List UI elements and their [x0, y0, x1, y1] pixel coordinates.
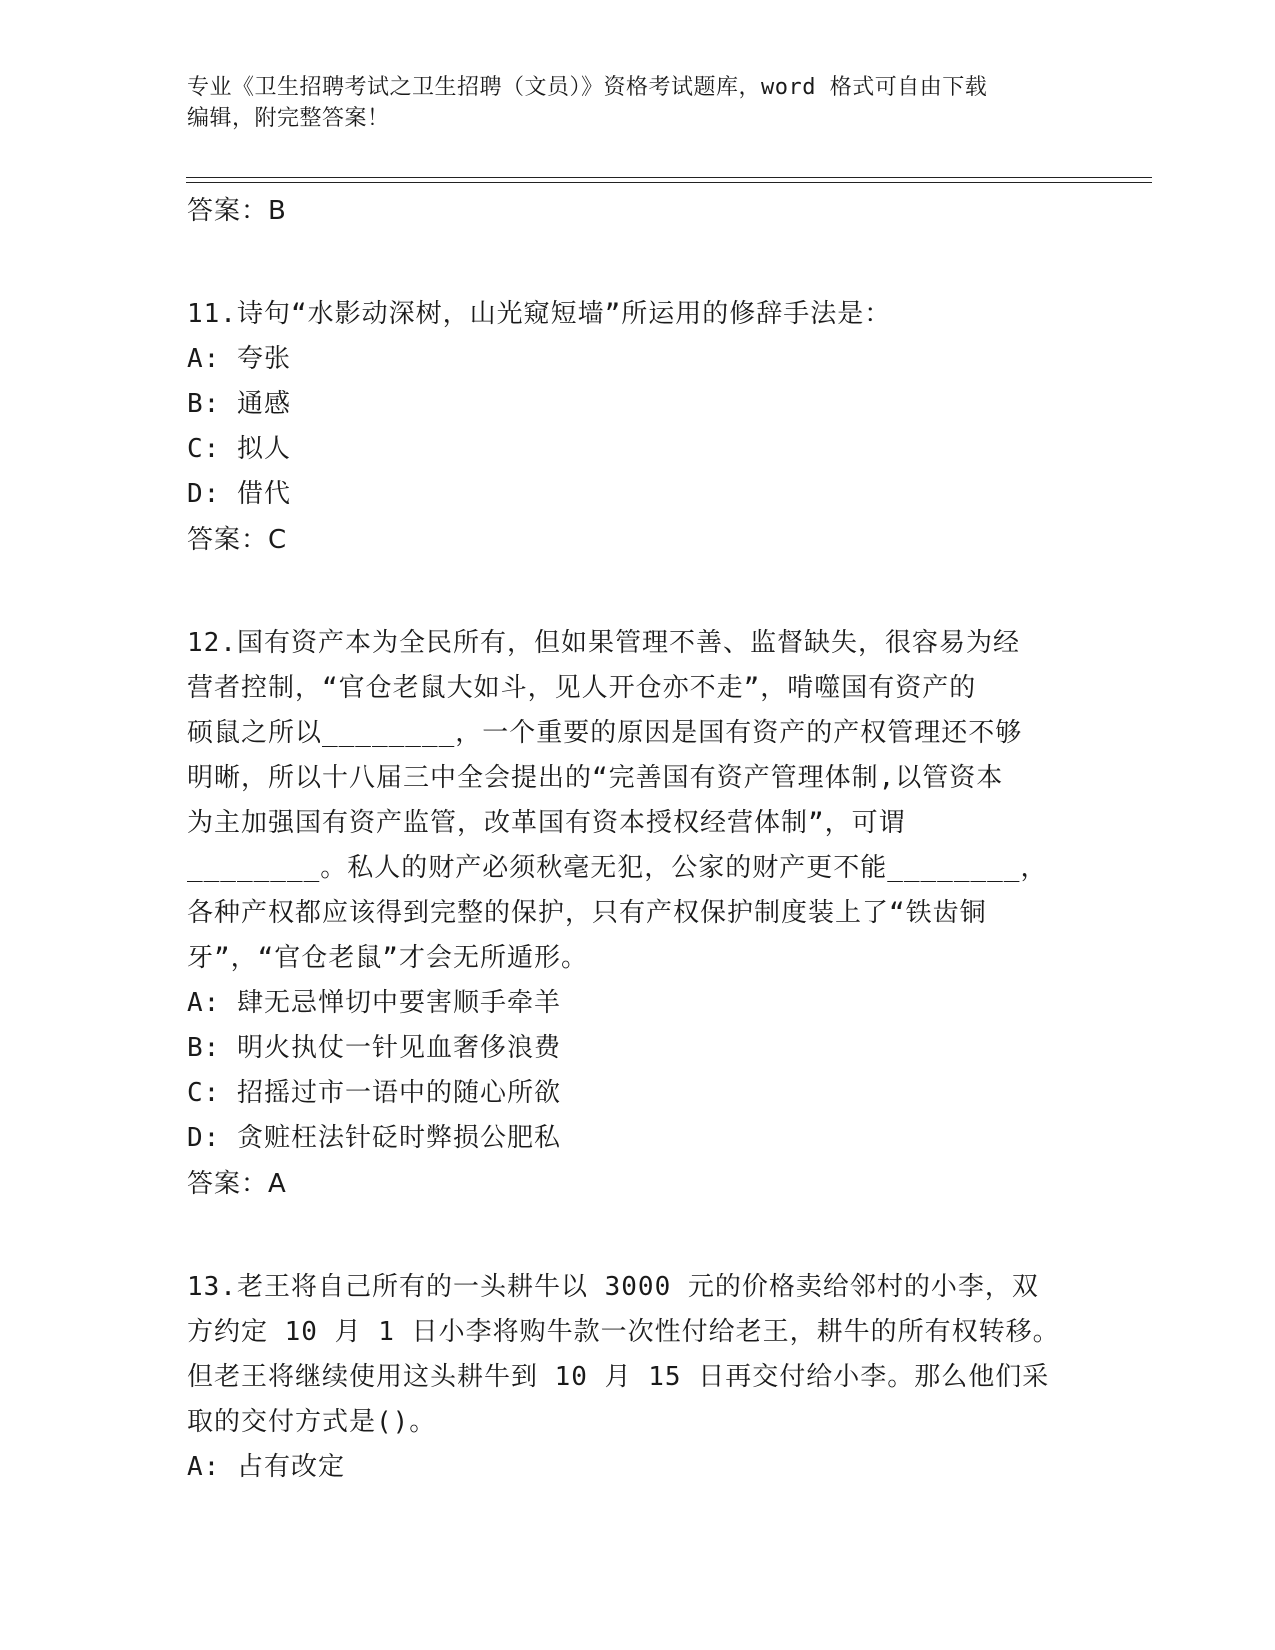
- question-stem-line: 为主加强国有资产监管，改革国有资本授权经营体制”，可谓: [187, 808, 906, 838]
- question-stem-line: 硕鼠之所以________，一个重要的原因是国有资产的产权管理还不够: [187, 718, 1023, 748]
- question-stem-line: 方约定 10 月 1 日小李将购牛款一次性付给老王，耕牛的所有权转移。: [187, 1317, 1060, 1347]
- question-stem-line: ________。私人的财产必须秋毫无犯，公家的财产更不能________，: [187, 853, 1048, 883]
- question-stem-line: 牙”，“官仓老鼠”才会无所遁形。: [187, 943, 588, 973]
- option-a: A: 夸张: [187, 344, 291, 374]
- question-list: [187, 188, 1087, 1490]
- spacer: [187, 1207, 1087, 1265]
- question-stem-line: 11.诗句“水影动深树，山光窥短墙”所运用的修辞手法是：: [187, 299, 892, 329]
- header-line-2: 编辑，附完整答案！: [187, 106, 390, 131]
- answer: 答案：A: [187, 1169, 287, 1199]
- question-stem-line: 12.国有资产本为全民所有，但如果管理不善、监督缺失，很容易为经: [187, 628, 1020, 658]
- option-d: D: 贪赃枉法针砭时弊损公肥私: [187, 1123, 561, 1153]
- question-stem-line: 但老王将继续使用这头耕牛到 10 月 15 日再交付给小李。那么他们采: [187, 1362, 1050, 1392]
- page-header: [187, 72, 1067, 134]
- option-a: A: 肆无忌惮切中要害顺手牵羊: [187, 988, 561, 1018]
- option-b: B: 通感: [187, 389, 291, 419]
- question-11: [187, 292, 1087, 563]
- header-divider-top: [186, 177, 1152, 178]
- question-12: [187, 621, 1087, 1207]
- spacer: [187, 563, 1087, 621]
- question-stem-line: 13.老王将自己所有的一头耕牛以 3000 元的价格卖给邻村的小李，双: [187, 1272, 1039, 1302]
- spacer: [187, 234, 1087, 292]
- question-stem-line: 明晰，所以十八届三中全会提出的“完善国有资产管理体制,以管资本: [187, 763, 1004, 793]
- previous-answer: 答案：B: [187, 196, 287, 226]
- question-13: [187, 1265, 1087, 1490]
- option-c: C: 招摇过市一语中的随心所欲: [187, 1078, 561, 1108]
- question-stem-line: 各种产权都应该得到完整的保护，只有产权保护制度装上了“铁齿铜: [187, 898, 987, 928]
- option-d: D: 借代: [187, 479, 291, 509]
- option-c: C: 拟人: [187, 434, 291, 464]
- question-stem-line: 取的交付方式是()。: [187, 1407, 437, 1437]
- question-stem-line: 营者控制，“官仓老鼠大如斗，见人开仓亦不走”，啃噬国有资产的: [187, 673, 977, 703]
- header-divider-bottom: [186, 182, 1152, 183]
- answer: 答案：C: [187, 525, 288, 555]
- option-a: A: 占有改定: [187, 1452, 345, 1482]
- header-line-1: 专业《卫生招聘考试之卫生招聘（文员）》资格考试题库，word 格式可自由下载: [187, 75, 988, 100]
- option-b: B: 明火执仗一针见血奢侈浪费: [187, 1033, 561, 1063]
